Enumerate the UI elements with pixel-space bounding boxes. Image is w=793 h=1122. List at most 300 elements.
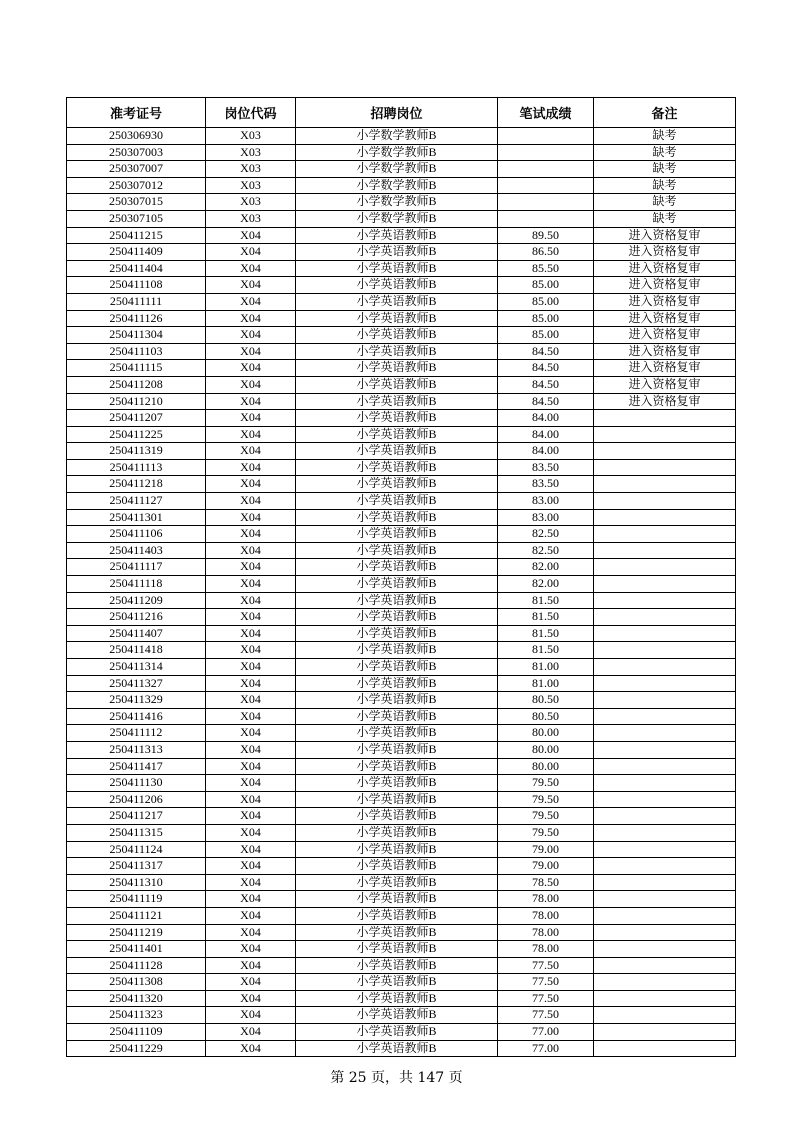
remark-cell: 缺考 [594, 210, 736, 227]
remark-cell: 进入资格复审 [594, 360, 736, 377]
table-row [67, 1024, 736, 1041]
position-name-cell: 小学英语教师B [296, 858, 498, 875]
position-code-cell: X04 [206, 692, 296, 709]
table-header-row [67, 98, 736, 128]
written-score-cell: 84.50 [498, 360, 594, 377]
position-code-cell: X04 [206, 343, 296, 360]
exam-id-cell: 250411207 [67, 410, 206, 427]
exam-id-cell: 250411229 [67, 1040, 206, 1057]
exam-id-cell: 250411416 [67, 708, 206, 725]
position-code-cell: X04 [206, 974, 296, 991]
position-name-cell: 小学英语教师B [296, 824, 498, 841]
table-row [67, 277, 736, 294]
written-score-cell [498, 210, 594, 227]
exam-id-cell: 250411112 [67, 725, 206, 742]
position-code-cell: X04 [206, 990, 296, 1007]
position-name-cell: 小学英语教师B [296, 476, 498, 493]
remark-cell [594, 941, 736, 958]
written-score-cell: 84.00 [498, 426, 594, 443]
position-name-cell: 小学英语教师B [296, 1024, 498, 1041]
exam-id-cell: 250307105 [67, 210, 206, 227]
header-written-score: 笔试成绩 [498, 98, 594, 128]
exam-id-cell: 250411320 [67, 990, 206, 1007]
table-row [67, 741, 736, 758]
position-name-cell: 小学英语教师B [296, 260, 498, 277]
remark-cell [594, 708, 736, 725]
table-row [67, 144, 736, 161]
position-code-cell: X04 [206, 907, 296, 924]
table-row [67, 592, 736, 609]
exam-id-cell: 250411103 [67, 343, 206, 360]
position-name-cell: 小学英语教师B [296, 559, 498, 576]
position-code-cell: X04 [206, 592, 296, 609]
remark-cell [594, 1040, 736, 1057]
written-score-cell: 78.00 [498, 924, 594, 941]
table-row [67, 758, 736, 775]
exam-id-cell: 250307012 [67, 177, 206, 194]
written-score-cell: 83.50 [498, 476, 594, 493]
table-row [67, 924, 736, 941]
position-code-cell: X04 [206, 443, 296, 460]
exam-id-cell: 250411329 [67, 692, 206, 709]
position-name-cell: 小学英语教师B [296, 957, 498, 974]
written-score-cell [498, 161, 594, 178]
written-score-cell: 80.00 [498, 741, 594, 758]
remark-cell [594, 576, 736, 593]
position-code-cell: X04 [206, 758, 296, 775]
position-name-cell: 小学英语教师B [296, 642, 498, 659]
position-code-cell: X04 [206, 293, 296, 310]
remark-cell [594, 493, 736, 510]
table-row [67, 941, 736, 958]
table-row [67, 675, 736, 692]
position-code-cell: X03 [206, 144, 296, 161]
table-row [67, 808, 736, 825]
remark-cell [594, 642, 736, 659]
exam-id-cell: 250411124 [67, 841, 206, 858]
exam-id-cell: 250411315 [67, 824, 206, 841]
remark-cell [594, 675, 736, 692]
written-score-cell: 81.50 [498, 625, 594, 642]
position-code-cell: X04 [206, 858, 296, 875]
position-name-cell: 小学英语教师B [296, 410, 498, 427]
written-score-cell: 86.50 [498, 244, 594, 261]
written-score-cell: 78.00 [498, 941, 594, 958]
position-name-cell: 小学英语教师B [296, 609, 498, 626]
exam-id-cell: 250411404 [67, 260, 206, 277]
position-name-cell: 小学英语教师B [296, 725, 498, 742]
position-name-cell: 小学英语教师B [296, 758, 498, 775]
exam-id-cell: 250411208 [67, 376, 206, 393]
remark-cell: 缺考 [594, 177, 736, 194]
written-score-cell: 84.50 [498, 376, 594, 393]
remark-cell [594, 1024, 736, 1041]
position-code-cell: X04 [206, 924, 296, 941]
position-code-cell: X04 [206, 1040, 296, 1057]
position-code-cell: X04 [206, 426, 296, 443]
position-code-cell: X04 [206, 260, 296, 277]
position-name-cell: 小学数学教师B [296, 210, 498, 227]
exam-id-cell: 250411314 [67, 659, 206, 676]
position-code-cell: X04 [206, 808, 296, 825]
table-row [67, 1040, 736, 1057]
position-code-cell: X03 [206, 194, 296, 211]
position-code-cell: X04 [206, 642, 296, 659]
table-row [67, 194, 736, 211]
position-name-cell: 小学英语教师B [296, 393, 498, 410]
position-code-cell: X04 [206, 360, 296, 377]
table-row [67, 858, 736, 875]
position-name-cell: 小学英语教师B [296, 974, 498, 991]
position-code-cell: X04 [206, 327, 296, 344]
remark-cell [594, 592, 736, 609]
remark-cell [594, 692, 736, 709]
position-name-cell: 小学英语教师B [296, 576, 498, 593]
written-score-cell: 81.00 [498, 659, 594, 676]
table-row [67, 426, 736, 443]
written-score-cell: 78.00 [498, 891, 594, 908]
written-score-cell: 89.50 [498, 227, 594, 244]
position-name-cell: 小学英语教师B [296, 244, 498, 261]
exam-id-cell: 250411217 [67, 808, 206, 825]
position-code-cell: X04 [206, 376, 296, 393]
position-code-cell: X04 [206, 227, 296, 244]
table-row [67, 410, 736, 427]
remark-cell: 进入资格复审 [594, 293, 736, 310]
position-name-cell: 小学英语教师B [296, 692, 498, 709]
position-code-cell: X03 [206, 177, 296, 194]
remark-cell [594, 891, 736, 908]
table-row [67, 493, 736, 510]
written-score-cell: 78.50 [498, 874, 594, 891]
exam-id-cell: 250411216 [67, 609, 206, 626]
remark-cell [594, 808, 736, 825]
exam-id-cell: 250411210 [67, 393, 206, 410]
position-name-cell: 小学英语教师B [296, 924, 498, 941]
table-row [67, 559, 736, 576]
exam-id-cell: 250307007 [67, 161, 206, 178]
exam-id-cell: 250411117 [67, 559, 206, 576]
position-name-cell: 小学英语教师B [296, 509, 498, 526]
table-row [67, 443, 736, 460]
position-code-cell: X04 [206, 310, 296, 327]
exam-id-cell: 250411409 [67, 244, 206, 261]
remark-cell: 缺考 [594, 144, 736, 161]
table-row [67, 957, 736, 974]
remark-cell: 进入资格复审 [594, 227, 736, 244]
header-position-name: 招聘岗位 [296, 98, 498, 128]
table-row [67, 609, 736, 626]
position-name-cell: 小学英语教师B [296, 227, 498, 244]
position-name-cell: 小学英语教师B [296, 941, 498, 958]
written-score-cell: 82.00 [498, 576, 594, 593]
table-row [67, 177, 736, 194]
written-score-cell: 79.50 [498, 791, 594, 808]
table-row [67, 476, 736, 493]
table-row [67, 244, 736, 261]
position-name-cell: 小学英语教师B [296, 791, 498, 808]
remark-cell: 进入资格复审 [594, 327, 736, 344]
exam-id-cell: 250411407 [67, 625, 206, 642]
table-row [67, 343, 736, 360]
written-score-cell: 82.50 [498, 526, 594, 543]
position-code-cell: X04 [206, 625, 296, 642]
table-row [67, 791, 736, 808]
remark-cell [594, 858, 736, 875]
remark-cell: 进入资格复审 [594, 343, 736, 360]
position-name-cell: 小学英语教师B [296, 592, 498, 609]
table-row [67, 293, 736, 310]
exam-id-cell: 250411126 [67, 310, 206, 327]
table-row [67, 692, 736, 709]
exam-id-cell: 250411215 [67, 227, 206, 244]
table-row [67, 310, 736, 327]
exam-id-cell: 250411106 [67, 526, 206, 543]
table-row [67, 841, 736, 858]
remark-cell [594, 924, 736, 941]
exam-id-cell: 250411118 [67, 576, 206, 593]
table-row [67, 642, 736, 659]
exam-id-cell: 250411317 [67, 858, 206, 875]
exam-id-cell: 250411119 [67, 891, 206, 908]
written-score-cell: 81.50 [498, 642, 594, 659]
remark-cell [594, 741, 736, 758]
position-code-cell: X04 [206, 791, 296, 808]
table-row [67, 824, 736, 841]
exam-id-cell: 250307003 [67, 144, 206, 161]
exam-id-cell: 250411308 [67, 974, 206, 991]
position-code-cell: X04 [206, 741, 296, 758]
position-code-cell: X04 [206, 459, 296, 476]
position-name-cell: 小学英语教师B [296, 542, 498, 559]
header-position-code: 岗位代码 [206, 98, 296, 128]
position-name-cell: 小学数学教师B [296, 194, 498, 211]
remark-cell [594, 824, 736, 841]
written-score-cell [498, 177, 594, 194]
position-name-cell: 小学数学教师B [296, 177, 498, 194]
position-name-cell: 小学英语教师B [296, 841, 498, 858]
exam-id-cell: 250411128 [67, 957, 206, 974]
table-row [67, 327, 736, 344]
table-row [67, 526, 736, 543]
written-score-cell: 77.50 [498, 990, 594, 1007]
exam-id-cell: 250307015 [67, 194, 206, 211]
written-score-cell: 79.00 [498, 858, 594, 875]
written-score-cell: 83.00 [498, 493, 594, 510]
written-score-cell: 82.00 [498, 559, 594, 576]
position-name-cell: 小学英语教师B [296, 426, 498, 443]
written-score-cell: 80.50 [498, 692, 594, 709]
position-code-cell: X04 [206, 410, 296, 427]
written-score-cell: 81.50 [498, 609, 594, 626]
remark-cell [594, 957, 736, 974]
written-score-cell: 85.00 [498, 310, 594, 327]
exam-id-cell: 250411225 [67, 426, 206, 443]
remark-cell [594, 526, 736, 543]
position-code-cell: X04 [206, 509, 296, 526]
position-name-cell: 小学数学教师B [296, 128, 498, 145]
position-code-cell: X04 [206, 841, 296, 858]
table-row [67, 459, 736, 476]
remark-cell: 缺考 [594, 194, 736, 211]
position-name-cell: 小学英语教师B [296, 310, 498, 327]
position-code-cell: X04 [206, 1007, 296, 1024]
remark-cell: 进入资格复审 [594, 277, 736, 294]
written-score-cell: 79.50 [498, 824, 594, 841]
remark-cell [594, 907, 736, 924]
written-score-cell: 77.00 [498, 1040, 594, 1057]
table-row [67, 625, 736, 642]
position-code-cell: X04 [206, 542, 296, 559]
exam-id-cell: 250411109 [67, 1024, 206, 1041]
exam-id-cell: 250411130 [67, 775, 206, 792]
written-score-cell [498, 144, 594, 161]
position-code-cell: X04 [206, 393, 296, 410]
position-code-cell: X04 [206, 559, 296, 576]
exam-id-cell: 250411209 [67, 592, 206, 609]
remark-cell [594, 625, 736, 642]
position-code-cell: X04 [206, 244, 296, 261]
written-score-cell: 79.00 [498, 841, 594, 858]
exam-id-cell: 250411108 [67, 277, 206, 294]
remark-cell [594, 509, 736, 526]
remark-cell [594, 1007, 736, 1024]
table-row [67, 725, 736, 742]
table-row [67, 227, 736, 244]
written-score-cell: 84.00 [498, 410, 594, 427]
written-score-cell: 77.50 [498, 1007, 594, 1024]
remark-cell [594, 791, 736, 808]
remark-cell [594, 542, 736, 559]
table-row [67, 907, 736, 924]
written-score-cell: 84.00 [498, 443, 594, 460]
table-row [67, 260, 736, 277]
written-score-cell: 81.00 [498, 675, 594, 692]
exam-id-cell: 250411313 [67, 741, 206, 758]
position-code-cell: X04 [206, 725, 296, 742]
remark-cell [594, 974, 736, 991]
remark-cell [594, 874, 736, 891]
written-score-cell: 85.00 [498, 327, 594, 344]
table-row [67, 360, 736, 377]
position-name-cell: 小学英语教师B [296, 775, 498, 792]
table-row [67, 210, 736, 227]
remark-cell [594, 426, 736, 443]
table-row [67, 376, 736, 393]
position-code-cell: X03 [206, 161, 296, 178]
position-code-cell: X03 [206, 128, 296, 145]
position-name-cell: 小学英语教师B [296, 526, 498, 543]
remark-cell: 进入资格复审 [594, 244, 736, 261]
position-name-cell: 小学英语教师B [296, 376, 498, 393]
exam-id-cell: 250411218 [67, 476, 206, 493]
table-row [67, 891, 736, 908]
table-row [67, 509, 736, 526]
position-code-cell: X04 [206, 1024, 296, 1041]
remark-cell: 缺考 [594, 128, 736, 145]
exam-id-cell: 250411403 [67, 542, 206, 559]
position-name-cell: 小学英语教师B [296, 907, 498, 924]
remark-cell [594, 459, 736, 476]
position-name-cell: 小学英语教师B [296, 277, 498, 294]
position-name-cell: 小学英语教师B [296, 459, 498, 476]
position-code-cell: X04 [206, 708, 296, 725]
table-row [67, 576, 736, 593]
position-name-cell: 小学英语教师B [296, 327, 498, 344]
written-score-cell: 80.00 [498, 725, 594, 742]
position-name-cell: 小学英语教师B [296, 808, 498, 825]
exam-id-cell: 250411310 [67, 874, 206, 891]
exam-id-cell: 250411417 [67, 758, 206, 775]
remark-cell [594, 775, 736, 792]
remark-cell [594, 725, 736, 742]
written-score-cell: 80.00 [498, 758, 594, 775]
exam-id-cell: 250411127 [67, 493, 206, 510]
position-name-cell: 小学英语教师B [296, 675, 498, 692]
position-name-cell: 小学英语教师B [296, 1007, 498, 1024]
position-name-cell: 小学英语教师B [296, 708, 498, 725]
table-row [67, 974, 736, 991]
position-name-cell: 小学英语教师B [296, 891, 498, 908]
table-row [67, 128, 736, 145]
remark-cell: 进入资格复审 [594, 393, 736, 410]
position-name-cell: 小学数学教师B [296, 161, 498, 178]
remark-cell [594, 559, 736, 576]
table-row [67, 775, 736, 792]
exam-id-cell: 250411304 [67, 327, 206, 344]
position-code-cell: X04 [206, 659, 296, 676]
remark-cell [594, 990, 736, 1007]
exam-id-cell: 250411327 [67, 675, 206, 692]
results-table [66, 97, 736, 1057]
position-code-cell: X04 [206, 576, 296, 593]
position-name-cell: 小学数学教师B [296, 144, 498, 161]
exam-id-cell: 250411113 [67, 459, 206, 476]
written-score-cell [498, 128, 594, 145]
remark-cell [594, 758, 736, 775]
exam-id-cell: 250411121 [67, 907, 206, 924]
remark-cell [594, 443, 736, 460]
exam-id-cell: 250411115 [67, 360, 206, 377]
table-row [67, 990, 736, 1007]
written-score-cell: 79.50 [498, 775, 594, 792]
position-code-cell: X04 [206, 277, 296, 294]
exam-id-cell: 250411401 [67, 941, 206, 958]
written-score-cell: 77.50 [498, 957, 594, 974]
table-row [67, 874, 736, 891]
position-name-cell: 小学英语教师B [296, 1040, 498, 1057]
remark-cell [594, 841, 736, 858]
written-score-cell: 85.00 [498, 293, 594, 310]
exam-id-cell: 250411301 [67, 509, 206, 526]
table-row [67, 708, 736, 725]
position-name-cell: 小学英语教师B [296, 443, 498, 460]
position-name-cell: 小学英语教师B [296, 493, 498, 510]
remark-cell [594, 476, 736, 493]
remark-cell [594, 659, 736, 676]
written-score-cell: 79.50 [498, 808, 594, 825]
written-score-cell: 78.00 [498, 907, 594, 924]
position-code-cell: X04 [206, 775, 296, 792]
remark-cell: 进入资格复审 [594, 310, 736, 327]
written-score-cell: 77.50 [498, 974, 594, 991]
written-score-cell: 84.50 [498, 343, 594, 360]
remark-cell: 进入资格复审 [594, 260, 736, 277]
position-name-cell: 小学英语教师B [296, 741, 498, 758]
header-remark: 备注 [594, 98, 736, 128]
exam-id-cell: 250411323 [67, 1007, 206, 1024]
written-score-cell [498, 194, 594, 211]
